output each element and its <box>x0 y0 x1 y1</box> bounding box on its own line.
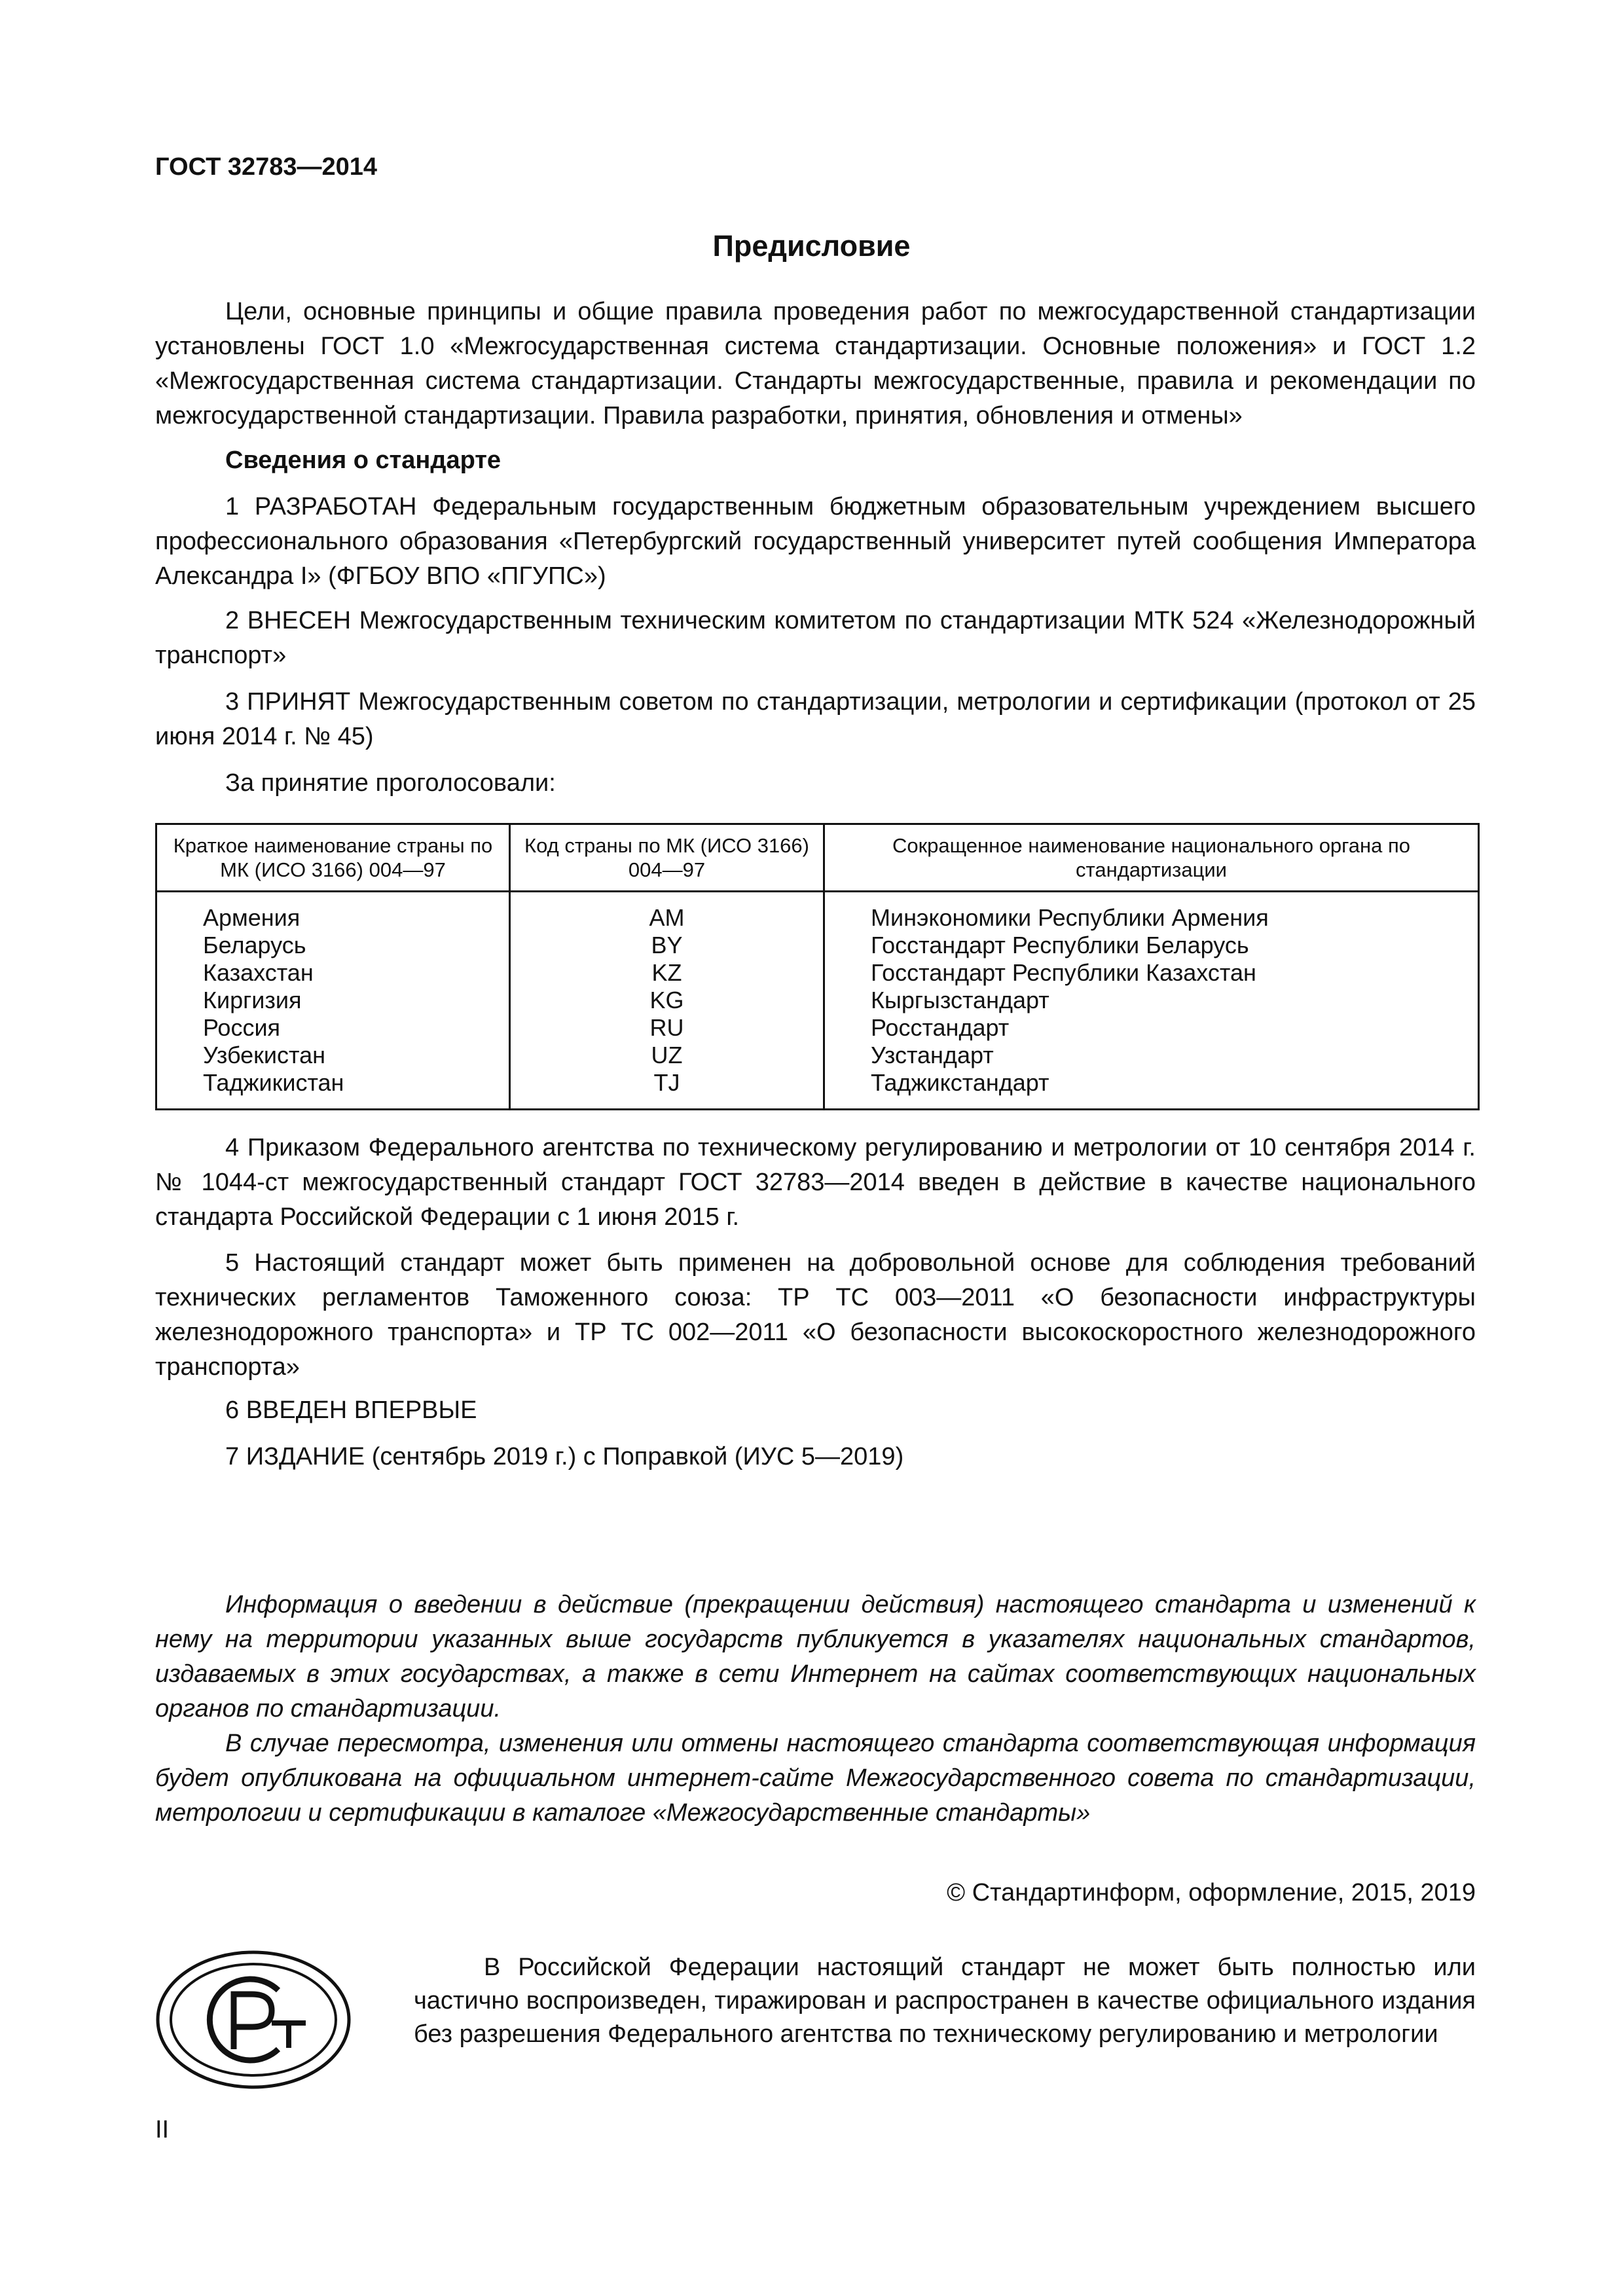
votes-intro: За принятие проголосовали: <box>225 769 556 797</box>
code-cell: TJ <box>510 1069 824 1110</box>
body-cell: Таджикстандарт <box>824 1069 1479 1110</box>
item-1: 1 РАЗРАБОТАН Федеральным государственным бюджетным образовательным учреждением высшего профессионального образования «Петербургский государственный университет путей сообщения Императора Александра I» (ФГБОУ ВПО «ПГУПС») <box>155 493 1476 590</box>
standard-designation: ГОСТ 32783—2014 <box>155 153 378 181</box>
table-row <box>156 1014 1479 1042</box>
body-cell: Кыргызстандарт <box>824 987 1479 1014</box>
legal-notice: В Российской Федерации настоящий стандарт не может быть полностью или частично воспроизведен, тиражирован и распространен в качестве официального издания без разрешения Федерального агентства по техническому регулированию и метрологии <box>414 1954 1476 2048</box>
body-cell: Росстандарт <box>824 1014 1479 1042</box>
country-cell: Казахстан <box>156 959 510 987</box>
country-cell: Таджикистан <box>156 1069 510 1110</box>
foreword-intro: Цели, основные принципы и общие правила проведения работ по межгосударственной стандартизации установлены ГОСТ 1.0 «Межгосударственная система стандартизации. Основные положения» и ГОСТ 1.2 «Межгосударственная система стандартизации. Стандарты межгосударственные, правила и рекомендации по межгосударственной стандартизации. Правила разработки, принятия, обновления и отмены» <box>155 298 1476 429</box>
table-row <box>156 987 1479 1014</box>
body-cell: Минэкономики Республики Армения <box>824 904 1479 932</box>
votes-table <box>155 823 1480 1110</box>
notice-paragraph-2: В случае пересмотра, изменения или отмены настоящего стандарта соответствующая информация будет опубликована на официальном интернет-сайте Межгосударственного совета по стандартизации, метрологии и сертификации в каталоге «Межгосударственные стандарты» <box>155 1730 1476 1827</box>
notice-paragraph-1: Информация о введении в действие (прекращении действия) настоящего стандарта и изменений к нему на территории указанных выше государств публикуется в указателях национальных стандартов, издаваемых в этих государствах, а также в сети Интернет на сайтах соответствующих национальных органов по стандартизации. <box>155 1591 1476 1722</box>
header-body: Сокращенное наименование национального органа по стандартизации <box>824 824 1479 892</box>
table-row <box>156 1042 1479 1069</box>
country-cell: Киргизия <box>156 987 510 1014</box>
country-cell: Беларусь <box>156 932 510 959</box>
body-cell: Узстандарт <box>824 1042 1479 1069</box>
copyright-line: © Стандартинформ, оформление, 2015, 2019 <box>947 1879 1476 1906</box>
body-cell: Госстандарт Республики Казахстан <box>824 959 1479 987</box>
code-cell: UZ <box>510 1042 824 1069</box>
code-cell: BY <box>510 932 824 959</box>
item-3: 3 ПРИНЯТ Межгосударственным советом по стандартизации, метрологии и сертификации (протокол от 25 июня 2014 г. № 45) <box>155 688 1476 750</box>
rst-certification-logo-icon <box>155 1950 352 2090</box>
code-cell: KZ <box>510 959 824 987</box>
page-number: II <box>155 2116 170 2143</box>
item-2: 2 ВНЕСЕН Межгосударственным техническим комитетом по стандартизации МТК 524 «Железнодорожный транспорт» <box>155 607 1476 669</box>
header-country: Краткое наименование страны по МК (ИСО 3166) 004—97 <box>156 824 510 892</box>
country-cell: Армения <box>156 904 510 932</box>
table-header-row <box>156 824 1479 892</box>
table-row <box>156 932 1479 959</box>
header-code: Код страны по МК (ИСО 3166) 004—97 <box>510 824 824 892</box>
item-5: 5 Настоящий стандарт может быть применен на добровольной основе для соблюдения требований технических регламентов Таможенного союза: ТР ТС 003—2011 «О безопасности инфраструктуры железнодорожного транспорта» и ТР ТС 002—2011 «О безопасности высокоскоростного железнодорожного транспорта» <box>155 1249 1476 1381</box>
body-cell: Госстандарт Республики Беларусь <box>824 932 1479 959</box>
item-4: 4 Приказом Федерального агентства по техническому регулированию и метрологии от 10 сентября 2014 г. № 1044-ст межгосударственный стандарт ГОСТ 32783—2014 введен в действие в качестве национального стандарта Российской Федерации с 1 июня 2015 г. <box>155 1134 1476 1231</box>
code-cell: KG <box>510 987 824 1014</box>
table-row <box>156 959 1479 987</box>
item-6: 6 ВВЕДЕН ВПЕРВЫЕ <box>225 1396 477 1424</box>
page-title: Предисловие <box>712 229 911 263</box>
code-cell: RU <box>510 1014 824 1042</box>
info-heading: Сведения о стандарте <box>225 446 501 474</box>
table-row <box>156 904 1479 932</box>
table-row <box>156 1069 1479 1110</box>
code-cell: AM <box>510 904 824 932</box>
country-cell: Узбекистан <box>156 1042 510 1069</box>
item-7: 7 ИЗДАНИЕ (сентябрь 2019 г.) с Поправкой (ИУС 5—2019) <box>225 1443 904 1470</box>
country-cell: Россия <box>156 1014 510 1042</box>
